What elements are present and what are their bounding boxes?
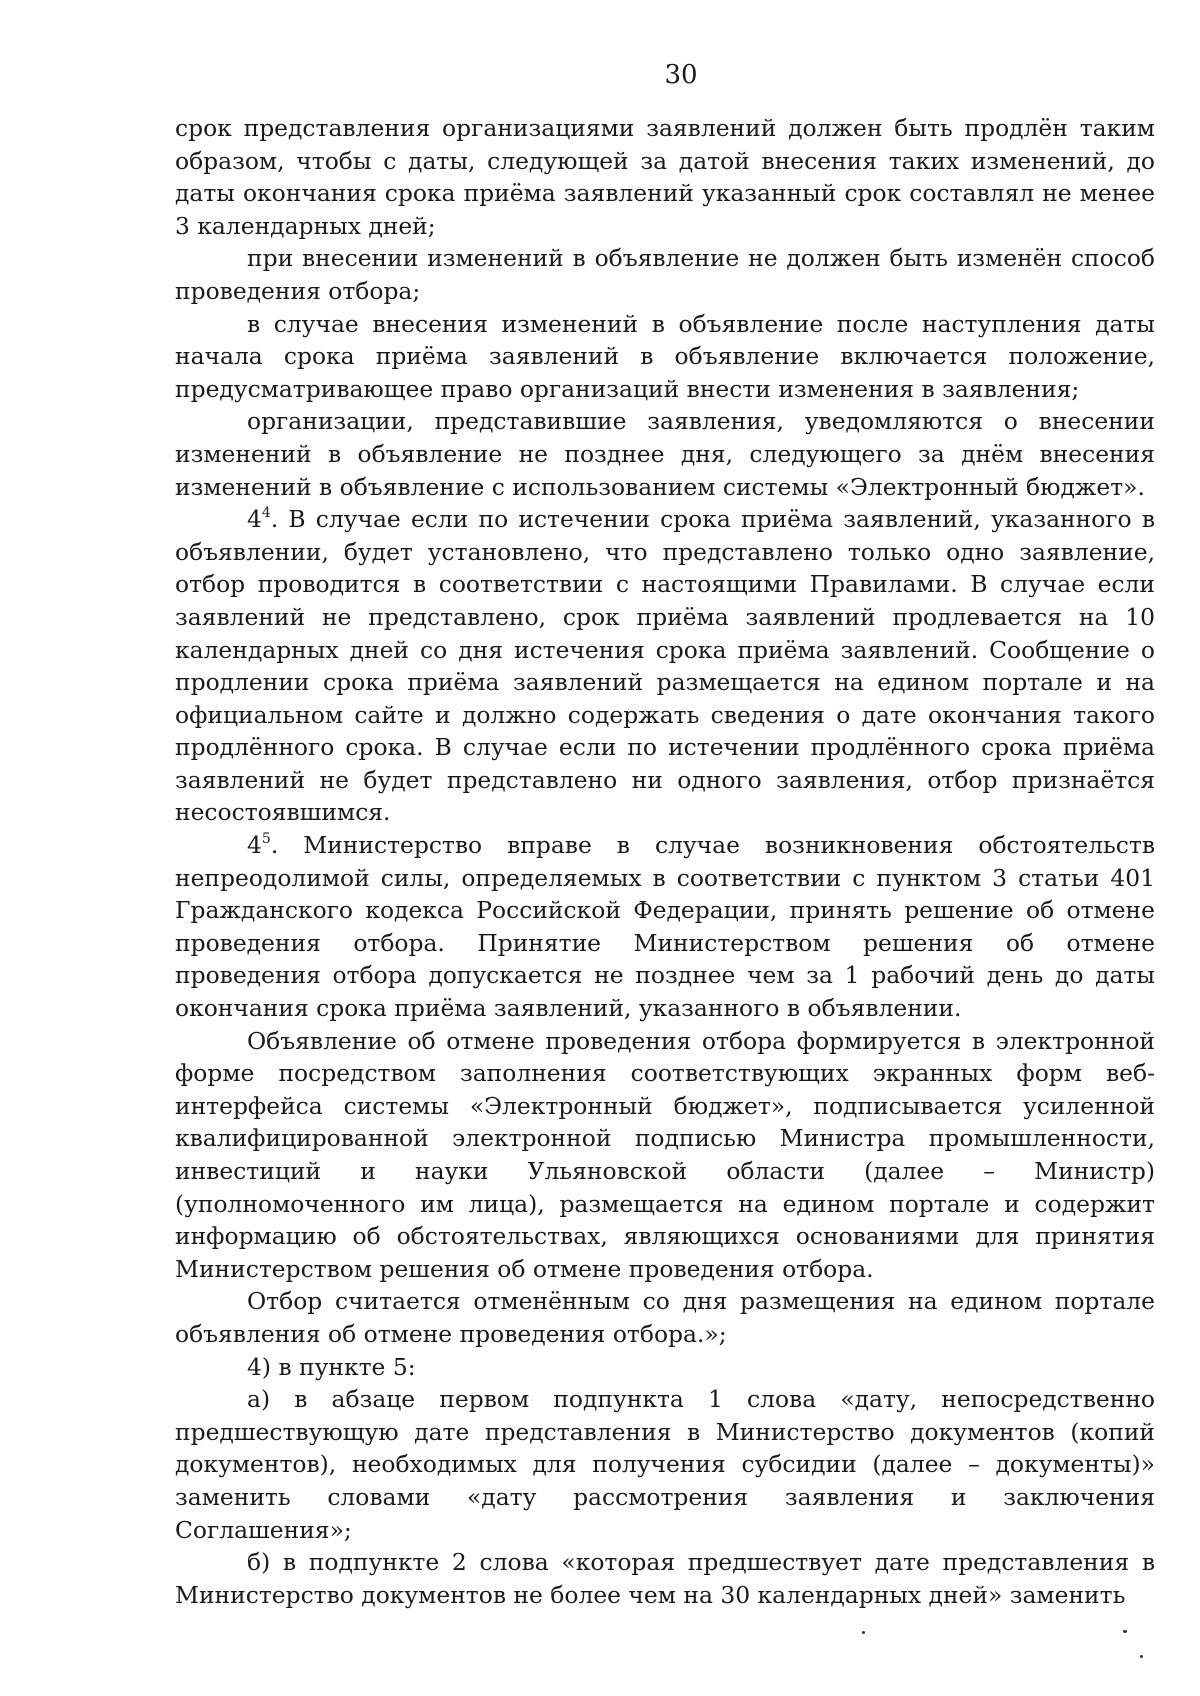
paragraph-notification: организации, представившие заявления, уведомляются о внесении изменений в объявление не позднее дня, следующего за днём внесения изменений в объявление с использованием системы «Электронный бюджет». [175, 407, 1155, 501]
paragraph-clause-4-4 [175, 503, 1155, 829]
document-body [175, 112, 1155, 1611]
paragraph-clause-4-5 [175, 829, 1155, 1025]
paragraph-item-4: 4) в пункте 5: [247, 1352, 416, 1381]
paragraph-continuation: срок представления организациями заявлений должен быть продлён таким образом, чтобы с даты, следующей за датой внесения таких изменений, до даты окончания срока приёма заявлений указанный срок составлял не менее 3 календарных дней; [175, 114, 1155, 240]
clause-superscript: 5 [261, 831, 271, 848]
scan-artifact-mark [1140, 1655, 1143, 1658]
paragraph-method-unchanged: при внесении изменений в объявление не должен быть изменён способ проведения отбора; [175, 244, 1155, 305]
clause-text: . В случае если по истечении срока приёма заявлений, указанного в объявлении, будет установлено, что представлено только одно заявление, отбор проводится в соответствии с настоящими Правилами. В случае если заявлений не представлено, срок приёма заявлений продлевается на 10 календарных дней со дня истечения срока приёма заявлений. Сообщение о продлении срока приёма заявлений размещается на едином портале и на официальном сайте и должно содержать сведения о дате окончания такого продлённого срока. В случае если по истечении продлённого срока приёма заявлений не будет представлено ни одного заявления, отбор признаётся несостоявшимся. [175, 505, 1155, 827]
clause-superscript: 4 [261, 505, 271, 522]
paragraph-item-b: б) в подпункте 2 слова «которая предшествует дате представления в Министерство документов не более чем на 30 календарных дней» заменить [175, 1548, 1155, 1609]
paragraph-changes-after-start: в случае внесения изменений в объявление после наступления даты начала срока приёма заявлений в объявление включается положение, предусматривающее право организаций внести изменения в заявления; [175, 309, 1155, 403]
paragraph-cancellation-notice: Объявление об отмене проведения отбора формируется в электронной форме посредством заполнения соответствующих экранных форм веб-интерфейса системы «Электронный бюджет», подписывается усиленной квалифицированной электронной подписью Министра промышленности, инвестиций и науки Ульяновской области (далее – Министр) (уполномоченного им лица), размещается на едином портале и содержит информацию об обстоятельствах, являющихся основаниями для принятия Министерством решения об отмене проведения отбора. [175, 1026, 1155, 1283]
scan-artifact-mark [1123, 1630, 1127, 1633]
clause-number: 4 [247, 831, 262, 860]
clause-number: 4 [247, 505, 262, 534]
clause-text: . Министерство вправе в случае возникновения обстоятельств непреодолимой силы, определяемых в соответствии с пунктом 3 статьи 401 Гражданского кодекса Российской Федерации, принять решение об отмене проведения отбора. Принятие Министерством решения об отмене проведения отбора допускается не позднее чем за 1 рабочий день до даты окончания срока приёма заявлений, указанного в объявлении. [175, 831, 1155, 1023]
paragraph-selection-cancelled: Отбор считается отменённым со дня размещения на едином портале объявления об отмене проведения отбора.»; [175, 1287, 1155, 1348]
paragraph-item-a: а) в абзаце первом подпункта 1 слова «дату, непосредственно предшествующую дате представления в Министерство документов (копий документов), необходимых для получения субсидии (далее – документы)» заменить словами «дату рассмотрения заявления и заключения Соглашения»; [175, 1385, 1155, 1544]
scan-artifact-mark [862, 1631, 865, 1634]
page-number: 30 [664, 60, 698, 90]
